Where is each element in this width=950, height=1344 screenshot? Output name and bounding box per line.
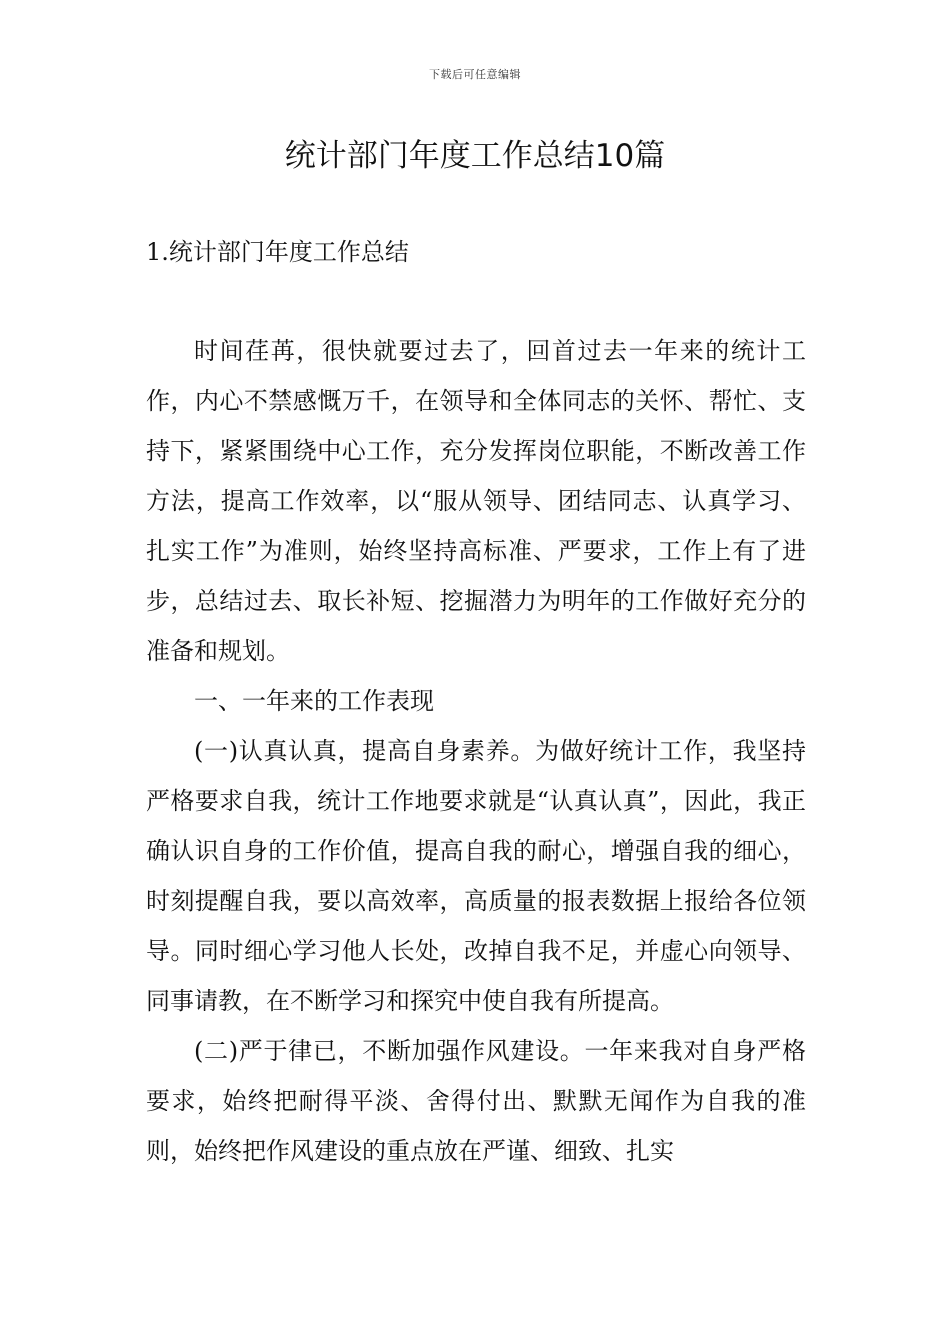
paragraph-subheading: 一、一年来的工作表现 — [194, 687, 434, 715]
section-heading: 1.统计部门年度工作总结 — [146, 238, 409, 266]
paragraph-point-2: (二)严于律已，不断加强作风建设。一年来我对自身严格要求，始终把耐得平淡、舍得付出、默默无闻作为自我的准则，始终把作风建设的重点放在严谨、细致、扎实 — [146, 1037, 806, 1165]
body-text — [146, 326, 806, 1176]
paragraph-intro: 时间荏苒，很快就要过去了，回首过去一年来的统计工作，内心不禁感慨万千，在领导和全体同志的关怀、帮忙、支持下，紧紧围绕中心工作，充分发挥岗位职能，不断改善工作方法，提高工作效率，以“服从领导、团结同志、认真学习、扎实工作”为准则，始终坚持高标准、严要求，工作上有了进步，总结过去、取长补短、挖掘潜力为明年的工作做好充分的准备和规划。 — [146, 337, 806, 665]
paragraph-point-1: (一)认真认真，提高自身素养。为做好统计工作，我坚持严格要求自我，统计工作地要求就是“认真认真”，因此，我正确认识自身的工作价值，提高自我的耐心，增强自我的细心，时刻提醒自我，要以高效率，高质量的报表数据上报给各位领导。同时细心学习他人长处，改掉自我不足，并虚心向领导、同事请教，在不断学习和探究中使自我有所提高。 — [146, 737, 806, 1015]
document-title: 统计部门年度工作总结10篇 — [284, 138, 666, 174]
header-note: 下载后可任意编辑 — [429, 68, 521, 81]
